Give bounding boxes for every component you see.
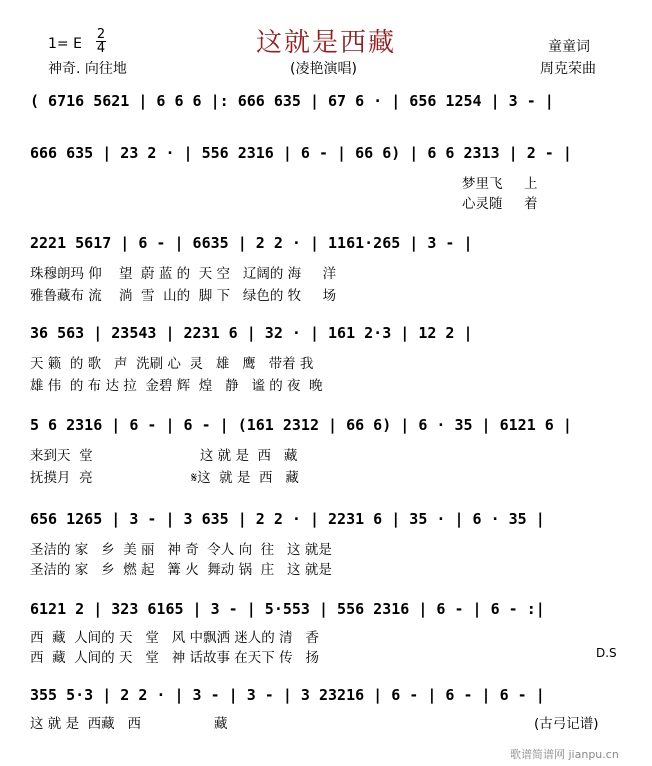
notation-line-1: ( 6716 5621 | 6 6 6 |: 666 635 | 67 6 · | 656 1254 | 3 - |: [30, 92, 554, 110]
notation-line-4: 36 563 | 23543 | 2231 6 | 32 · | 161 2·3 | 12 2 |: [30, 324, 473, 342]
time-signature: 2 4: [96, 27, 106, 56]
lyricist: 童童词: [548, 39, 590, 55]
watermark: 歌谱简谱网 jianpu.cn: [510, 748, 619, 761]
source-note: (古弓记谱): [534, 716, 599, 732]
notation-line-2: 666 635 | 23 2 · | 556 2316 | 6 - | 66 6) | 6 6 2313 | 2 - |: [30, 144, 572, 162]
lyrics-line-6b: 圣洁的 家 乡 燃 起 篝 火 舞动 锅 庄 这 就是: [30, 562, 332, 578]
lyrics-line-4a: 天 籁 的 歌 声 洗刷 心 灵 雄 鹰 带着 我: [30, 356, 314, 372]
lyrics-line-7b: 西 藏 人间的 天 堂 神 话故事 在天下 传 扬: [30, 650, 319, 666]
lyrics-line-8a: 这 就 是 西藏 西 藏: [30, 716, 228, 732]
performer: (凌艳演唱): [290, 61, 357, 77]
composer: 周克荣曲: [540, 61, 596, 77]
notation-line-8: 355 5·3 | 2 2 · | 3 - | 3 - | 3 23216 | 6 - | 6 - | 6 - |: [30, 686, 545, 704]
lyrics-line-2a: 梦里飞 上: [462, 176, 538, 192]
lyrics-line-3b: 雅鲁藏布 流 淌 雪 山的 脚 下 绿色的 牧 场: [30, 288, 337, 304]
lyrics-line-4b: 雄 伟 的 布 达 拉 金碧 辉 煌 静 谧 的 夜 晚: [30, 378, 323, 394]
lyrics-line-5a: 来到天 堂 这 就 是 西 藏: [30, 448, 298, 464]
subtitle: 神奇. 向往地: [48, 61, 127, 77]
key-signature: 1= E: [48, 36, 82, 52]
lyrics-line-5b: 抚摸月 亮 𝄋这 就 是 西 藏: [30, 470, 299, 486]
ds-marker: D.S: [596, 646, 617, 660]
lyrics-line-6a: 圣洁的 家 乡 美 丽 神 奇 令人 向 往 这 就是: [30, 542, 332, 558]
lyrics-line-3a: 珠穆朗玛 仰 望 蔚 蓝 的 天 空 辽阔的 海 洋: [30, 266, 337, 282]
song-title: 这就是西藏: [255, 28, 396, 58]
lyrics-line-7a: 西 藏 人间的 天 堂 风 中飘洒 迷人的 清 香: [30, 630, 319, 646]
notation-line-3: 2221 5617 | 6 - | 6635 | 2 2 · | 1161·265 | 3 - |: [30, 234, 473, 252]
notation-line-6: 656 1265 | 3 - | 3 635 | 2 2 · | 2231 6 | 35 · | 6 · 35 |: [30, 510, 545, 528]
lyrics-line-2b: 心灵随 着: [462, 196, 538, 212]
notation-line-7: 6121 2 | 323 6165 | 3 - | 5·553 | 556 2316 | 6 - | 6 - :|: [30, 600, 545, 618]
notation-line-5: 5 6 2316 | 6 - | 6 - | (161 2312 | 66 6) | 6 · 35 | 6121 6 |: [30, 416, 572, 434]
